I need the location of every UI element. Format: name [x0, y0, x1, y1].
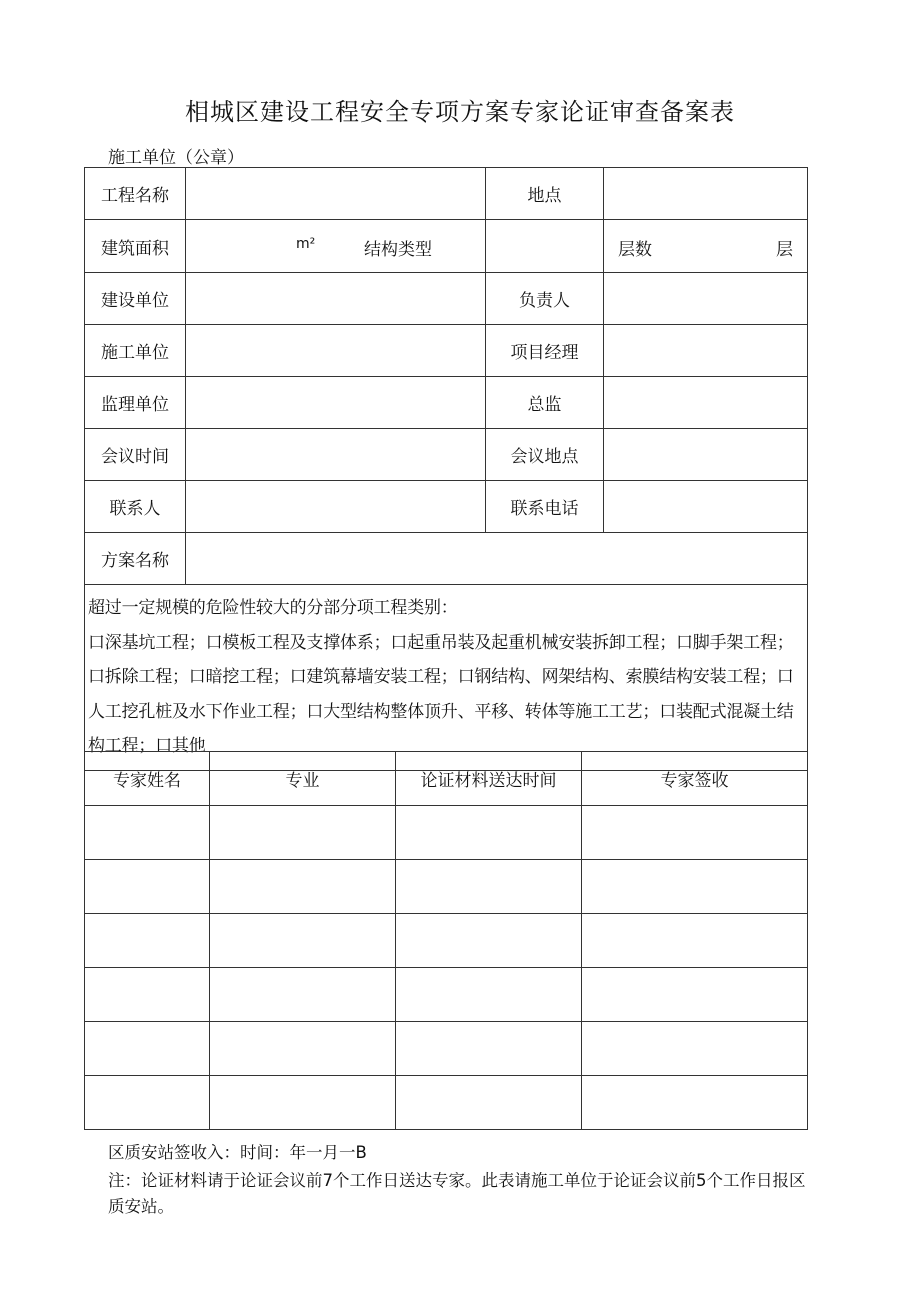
cell-expert-signature[interactable] [582, 1022, 808, 1076]
field-structure-type[interactable] [486, 220, 604, 273]
field-location[interactable] [604, 168, 808, 220]
cell-specialty[interactable] [210, 1022, 396, 1076]
label-contact-phone: 联系电话 [486, 481, 604, 533]
cell-expert-name[interactable] [85, 914, 210, 968]
cell-expert-signature[interactable] [582, 968, 808, 1022]
row-building-area [85, 220, 808, 273]
row-developer [85, 273, 808, 325]
cell-expert-name[interactable] [85, 860, 210, 914]
cell-specialty[interactable] [210, 968, 396, 1022]
field-contact-phone[interactable] [604, 481, 808, 533]
label-person-in-charge: 负责人 [486, 273, 604, 325]
cell-delivery-time[interactable] [396, 968, 582, 1022]
label-project-manager: 项目经理 [486, 325, 604, 377]
table-row [85, 1022, 808, 1076]
category-heading: 超过一定规模的危险性较大的分部分项工程类别： [88, 598, 458, 618]
cell-specialty[interactable] [210, 914, 396, 968]
cell-delivery-time[interactable] [396, 860, 582, 914]
floors-unit: 层 [776, 240, 793, 260]
label-plan-name: 方案名称 [85, 533, 186, 585]
field-person-in-charge[interactable] [604, 273, 808, 325]
row-category [85, 585, 808, 771]
cell-expert-signature[interactable] [582, 914, 808, 968]
label-contact: 联系人 [85, 481, 186, 533]
cell-delivery-time[interactable] [396, 806, 582, 860]
cell-expert-name[interactable] [85, 968, 210, 1022]
expert-table-header [85, 752, 808, 806]
receipt-line: 区质安站签收入：时间：年一月一B [108, 1143, 367, 1162]
table-row [85, 968, 808, 1022]
page-title: 相城区建设工程安全专项方案专家论证审查备案表 [185, 98, 735, 126]
header-delivery-time: 论证材料送达时间 [396, 752, 582, 806]
cell-expert-signature[interactable] [582, 1076, 808, 1130]
label-project-name: 工程名称 [85, 168, 186, 220]
label-floors: 层数 [618, 240, 652, 260]
label-meeting-time: 会议时间 [85, 429, 186, 481]
cell-delivery-time[interactable] [396, 1076, 582, 1130]
cell-delivery-time[interactable] [396, 914, 582, 968]
field-meeting-time[interactable] [186, 429, 486, 481]
row-supervisor [85, 377, 808, 429]
field-developer[interactable] [186, 273, 486, 325]
row-contractor [85, 325, 808, 377]
label-chief-supervisor: 总监 [486, 377, 604, 429]
cell-expert-signature[interactable] [582, 806, 808, 860]
header-specialty: 专业 [210, 752, 396, 806]
field-plan-name[interactable] [186, 533, 808, 585]
cell-expert-name[interactable] [85, 806, 210, 860]
field-meeting-place[interactable] [604, 429, 808, 481]
filing-info-table [84, 167, 808, 771]
header-expert-name: 专家姓名 [85, 752, 210, 806]
cell-expert-name[interactable] [85, 1076, 210, 1130]
label-location: 地点 [486, 168, 604, 220]
field-project-manager[interactable] [604, 325, 808, 377]
table-row [85, 860, 808, 914]
row-meeting [85, 429, 808, 481]
cell-specialty[interactable] [210, 1076, 396, 1130]
label-developer: 建设单位 [85, 273, 186, 325]
label-structure-type: 结构类型 [364, 240, 432, 260]
header-expert-signature: 专家签收 [582, 752, 808, 806]
contractor-seal-label: 施工单位（公章） [108, 148, 244, 168]
cell-expert-name[interactable] [85, 1022, 210, 1076]
table-row [85, 914, 808, 968]
field-supervisor-unit[interactable] [186, 377, 486, 429]
category-options[interactable]: 口深基坑工程；口模板工程及支撑体系；口起重吊装及起重机械安装拆卸工程；口脚手架工程；口拆除工程；口暗挖工程；口建筑幕墙安装工程；口钢结构、网架结构、索膜结构安装工程；口人工挖孔桩及水下作业工程；口大型结构整体顶升、平移、转体等施工工艺；口装配式混凝土结构工程；口其他 [88, 632, 794, 756]
field-project-name[interactable] [186, 168, 486, 220]
field-floors[interactable] [604, 220, 808, 273]
row-contact [85, 481, 808, 533]
row-project-name [85, 168, 808, 220]
label-meeting-place: 会议地点 [486, 429, 604, 481]
cell-expert-signature[interactable] [582, 860, 808, 914]
label-contractor: 施工单位 [85, 325, 186, 377]
table-row [85, 1076, 808, 1130]
category-cell [85, 585, 808, 771]
cell-specialty[interactable] [210, 806, 396, 860]
row-plan-name [85, 533, 808, 585]
label-supervisor-unit: 监理单位 [85, 377, 186, 429]
label-building-area: 建筑面积 [85, 220, 186, 273]
cell-delivery-time[interactable] [396, 1022, 582, 1076]
field-building-area[interactable] [186, 220, 486, 273]
expert-table [84, 751, 808, 1130]
cell-specialty[interactable] [210, 860, 396, 914]
footnote: 注：论证材料请于论证会议前7个工作日送达专家。此表请施工单位于论证会议前5个工作日报区质安站。 [108, 1171, 806, 1216]
table-row [85, 806, 808, 860]
area-unit: m² [296, 236, 316, 252]
field-contractor[interactable] [186, 325, 486, 377]
field-chief-supervisor[interactable] [604, 377, 808, 429]
field-contact[interactable] [186, 481, 486, 533]
